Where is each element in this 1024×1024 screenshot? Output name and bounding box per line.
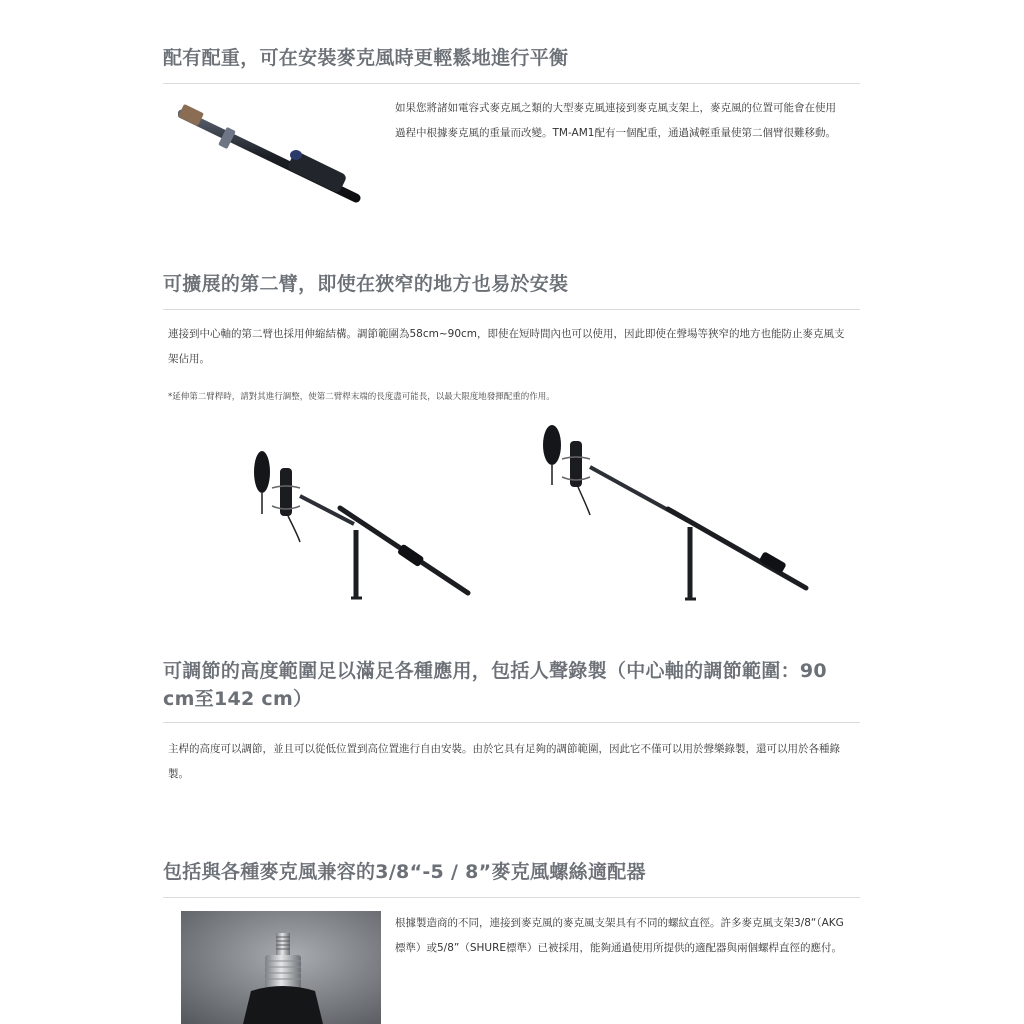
mic-stand-short-arm-image	[248, 448, 473, 600]
section-text: 根據製造商的不同，連接到麥克風的麥克風支架具有不同的螺紋直徑。許多麥克風支架3/8“（AKG標準）或5/8”（SHURE標準）已被採用，能夠通過使用所提供的適配器與兩個螺桿直徑的應付。	[395, 917, 844, 954]
divider	[163, 309, 860, 310]
section-heading: 配有配重，可在安裝麥克風時更輕鬆地進行平衡	[163, 47, 569, 69]
section-heading: 可調節的高度範圍足以滿足各種應用，包括人聲錄製（中心軸的調節範圍：90 cm至142 cm）	[163, 660, 827, 710]
section-height-range	[163, 657, 860, 797]
screw-adapter-image	[181, 911, 381, 1024]
counterweight-arm-image	[178, 102, 368, 206]
section-text: 主桿的高度可以調節，並且可以從低位置到高位置進行自由安裝。由於它具有足夠的調節範圍，因此它不僅可以用於聲樂錄製，還可以用於各種錄製。	[168, 743, 840, 780]
divider	[163, 83, 860, 84]
section-counterweight	[163, 44, 860, 214]
section-extendable-arm	[163, 270, 860, 610]
divider	[163, 722, 860, 723]
section-screw-adapter	[163, 858, 860, 1024]
section-note: *延伸第二臂桿時，請對其進行調整，使第二臂桿末端的長度盡可能長，以最大限度地發揮配重的作用。	[168, 392, 555, 402]
section-text: 如果您將諸如電容式麥克風之類的大型麥克風連接到麥克風支架上，麥克風的位置可能會在使用過程中根據麥克風的重量而改變。TM-AM1配有一個配重，通過減輕重量使第二個臂很難移動。	[395, 102, 836, 139]
mic-stand-extended-arm-image	[538, 423, 818, 601]
section-text: 連接到中心軸的第二臂也採用伸縮結構。調節範圍為58cm~90cm，即使在短時間內也可以使用，因此即使在聲場等狹窄的地方也能防止麥克風支架佔用。	[168, 328, 845, 365]
divider	[163, 897, 860, 898]
section-heading: 包括與各種麥克風兼容的3/8“-5 / 8”麥克風螺絲適配器	[163, 861, 646, 883]
section-heading: 可擴展的第二臂，即使在狹窄的地方也易於安裝	[163, 273, 569, 295]
